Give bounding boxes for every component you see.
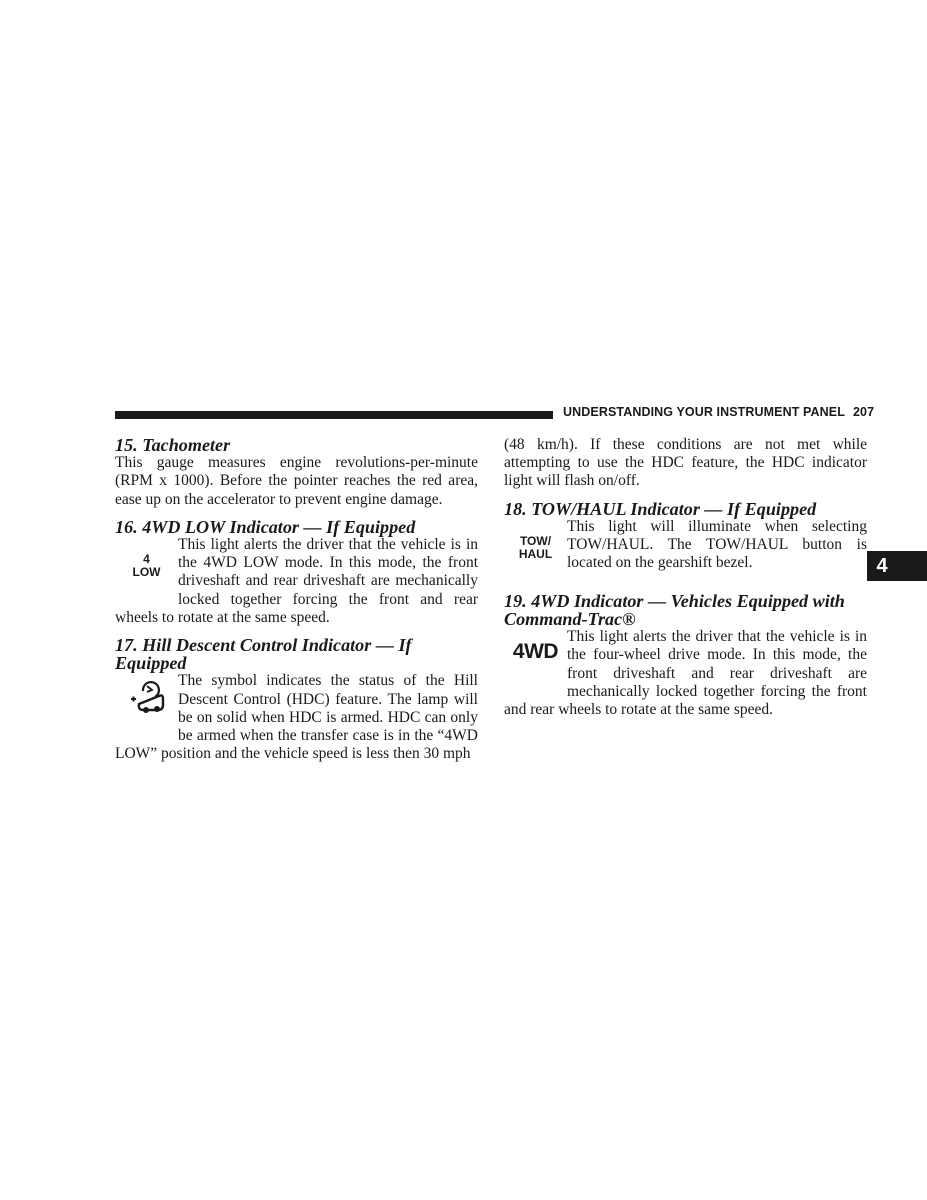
4wd-low-icon: 4 LOW <box>132 552 161 580</box>
tachometer-text: This gauge measures engine revolutions-per-minute (RPM x 1000). Before the pointer reaches the red area, ease up on the accelerator to prevent engine damage. <box>115 454 478 508</box>
4wd-low-icon-box <box>115 536 178 606</box>
4wd-icon: 4WD <box>512 640 559 664</box>
left-column <box>115 436 478 763</box>
section-title: UNDERSTANDING YOUR INSTRUMENT PANEL <box>563 405 845 419</box>
right-column <box>504 436 867 719</box>
tachometer-heading: 15. Tachometer <box>115 435 231 455</box>
hdc-text-continued: (48 km/h). If these conditions are not met while attempting to use the HDC feature, the HDC indicator light will flash on/off. <box>504 436 867 490</box>
hill-descent-control-icon <box>115 677 178 726</box>
hdc-heading: 17. Hill Descent Control Indicator — If Equipped <box>115 635 412 674</box>
4wd-low-heading: 16. 4WD LOW Indicator — If Equipped <box>115 516 416 537</box>
tow-haul-icon-box <box>504 518 567 574</box>
page-number: 207 <box>852 405 875 419</box>
tow-haul-heading: 18. TOW/HAUL Indicator — If Equipped <box>504 498 817 519</box>
running-header <box>563 405 874 419</box>
header-rule <box>115 411 553 419</box>
4wd-text: This light alerts the driver that the vehicle is in the four-wheel drive mode. In this mode, the front driveshaft and rear driveshaft are mechanically locked together forcing the front and rear wheels to rotate at the same speed. <box>504 628 867 719</box>
tow-haul-text: This light will illuminate when selecting TOW/HAUL. The TOW/HAUL button is located on the gearshift bezel. <box>567 517 867 572</box>
hdc-icon-box <box>115 672 178 742</box>
4wd-heading: 19. 4WD Indicator — Vehicles Equipped with Command-Trac® <box>504 590 845 630</box>
tow-haul-icon: TOW/ HAUL <box>518 533 553 561</box>
chapter-tab: 4 <box>867 551 927 581</box>
4wd-low-text: This light alerts the driver that the vehicle is in the 4WD LOW mode. In this mode, the front driveshaft and rear driveshaft are mechanically locked together forcing the front and rear wheels to rotate at the same speed. <box>115 536 478 626</box>
4wd-icon-box <box>504 628 567 698</box>
hdc-text: The symbol indicates the status of the Hill Descent Control (HDC) feature. The lamp will be on solid when HDC is armed. HDC can only be armed when the transfer case is in the “4WD LOW” position and the vehicle speed is less then 30 mph <box>115 672 478 763</box>
